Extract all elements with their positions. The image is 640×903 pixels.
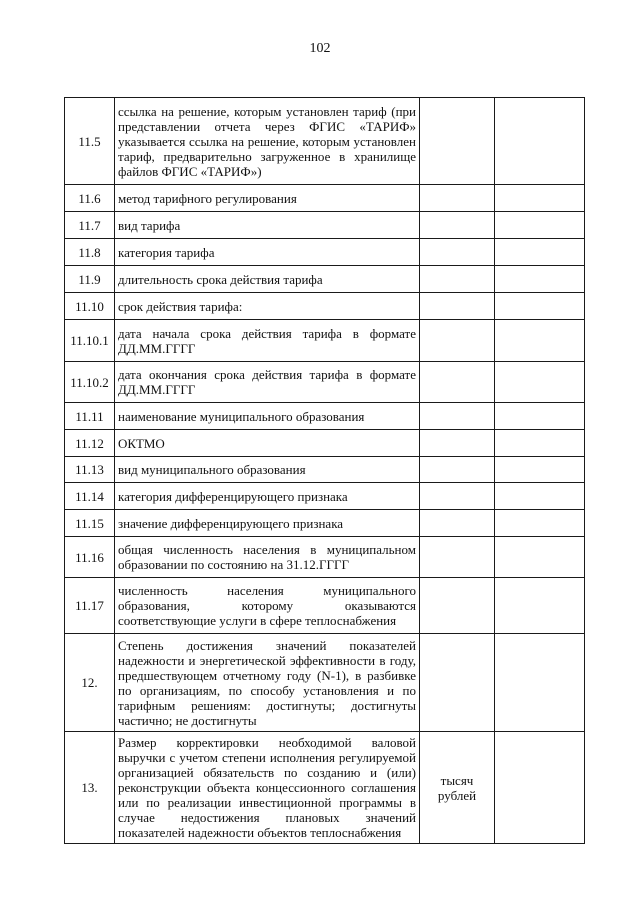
table-row [65,239,585,266]
row-value-cell [495,537,585,578]
row-description-cell: категория тарифа [115,239,420,266]
table-row [65,634,585,732]
row-unit-cell [420,430,495,457]
table-row [65,98,585,185]
row-description-cell: длительность срока действия тарифа [115,266,420,293]
row-unit-cell [420,510,495,537]
row-description-cell: общая численность населения в муниципальном образовании по состоянию на 31.12.ГГГГ [115,537,420,578]
row-unit-cell [420,185,495,212]
table-row [65,362,585,403]
row-value-cell [495,212,585,239]
row-value-cell [495,266,585,293]
row-value-cell [495,634,585,732]
row-unit-cell [420,239,495,266]
row-number-cell: 11.16 [65,537,115,578]
row-unit-cell [420,266,495,293]
table-row [65,510,585,537]
row-number-cell: 13. [65,732,115,844]
row-number-cell: 11.7 [65,212,115,239]
table-row [65,212,585,239]
table-body [65,98,585,844]
row-value-cell [495,457,585,483]
row-value-cell [495,430,585,457]
table-row [65,732,585,844]
row-number-cell: 11.11 [65,403,115,430]
table-row [65,483,585,510]
row-number-cell: 11.15 [65,510,115,537]
table-row [65,537,585,578]
row-description-cell: дата начала срока действия тарифа в формате ДД.ММ.ГГГГ [115,320,420,362]
row-number-cell: 11.12 [65,430,115,457]
table-row [65,430,585,457]
row-description-cell: срок действия тарифа: [115,293,420,320]
row-number-cell: 12. [65,634,115,732]
row-number-cell: 11.8 [65,239,115,266]
table-row [65,320,585,362]
row-description-cell: численность населения муниципального образования, которому оказываются соответствующие услуги в сфере теплоснабжения [115,578,420,634]
row-value-cell [495,403,585,430]
table-row [65,185,585,212]
row-unit-cell [420,483,495,510]
table-row [65,293,585,320]
row-value-cell [495,483,585,510]
row-value-cell [495,239,585,266]
row-number-cell: 11.9 [65,266,115,293]
table-row [65,266,585,293]
row-description-cell: Степень достижения значений показателей надежности и энергетической эффективности в году, предшествующем отчетному году (N-1), в разбивке по организациям, по способу установления и по тарифным решениям: достигнуты; достигнуты частично; не достигнуты [115,634,420,732]
row-description-cell: Размер корректировки необходимой валовой выручки с учетом степени исполнения регулируемой организацией обязательств по созданию и (или) реконструкции объекта концессионного соглашения или по реализации инвестиционной программы в случае недостижения плановых значений показателей надежности объектов теплоснабжения [115,732,420,844]
table-row [65,578,585,634]
row-number-cell: 11.10 [65,293,115,320]
row-number-cell: 11.10.2 [65,362,115,403]
row-unit-cell [420,98,495,185]
row-description-cell: ОКТМО [115,430,420,457]
row-unit-cell [420,403,495,430]
row-value-cell [495,362,585,403]
row-unit-cell [420,362,495,403]
row-unit-cell [420,212,495,239]
row-number-cell: 11.10.1 [65,320,115,362]
row-description-cell: вид тарифа [115,212,420,239]
row-number-cell: 11.5 [65,98,115,185]
row-number-cell: 11.13 [65,457,115,483]
row-value-cell [495,320,585,362]
row-unit-cell [420,457,495,483]
row-unit-cell [420,578,495,634]
row-value-cell [495,732,585,844]
indicators-table [64,97,585,844]
row-number-cell: 11.14 [65,483,115,510]
page-number: 102 [309,41,331,56]
row-description-cell: значение дифференцирующего признака [115,510,420,537]
table-row [65,403,585,430]
row-description-cell: наименование муниципального образования [115,403,420,430]
row-unit-cell [420,320,495,362]
row-unit-cell [420,293,495,320]
row-description-cell: ссылка на решение, которым установлен тариф (при представлении отчета через ФГИС «ТАРИФ» указывается ссылка на решение, которым установлен тариф, предварительно загруженное в хранилище файлов ФГИС «ТАРИФ») [115,98,420,185]
row-value-cell [495,293,585,320]
row-number-cell: 11.6 [65,185,115,212]
row-description-cell: метод тарифного регулирования [115,185,420,212]
row-unit-cell: тысяч рублей [420,732,495,844]
row-number-cell: 11.17 [65,578,115,634]
row-unit-cell [420,634,495,732]
row-value-cell [495,185,585,212]
row-value-cell [495,510,585,537]
row-unit-cell [420,537,495,578]
row-description-cell: дата окончания срока действия тарифа в формате ДД.ММ.ГГГГ [115,362,420,403]
row-description-cell: вид муниципального образования [115,457,420,483]
row-value-cell [495,578,585,634]
table-row [65,457,585,483]
row-value-cell [495,98,585,185]
row-description-cell: категория дифференцирующего признака [115,483,420,510]
